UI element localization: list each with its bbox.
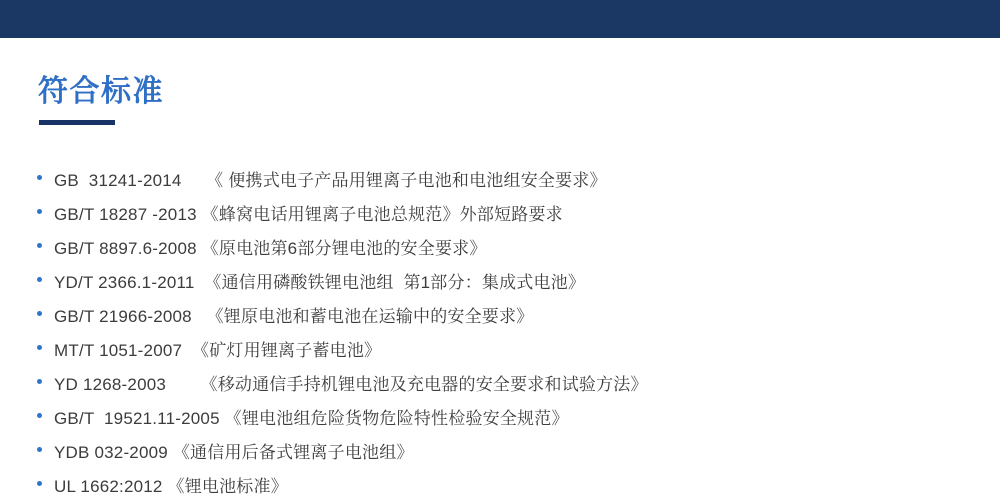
standard-list-item bbox=[0, 297, 1000, 331]
standard-text: GB 31241-2014 《 便携式电子产品用锂离子电池和电池组安全要求》 bbox=[54, 170, 607, 190]
bullet-dot-icon bbox=[37, 311, 42, 316]
top-accent-bar bbox=[0, 0, 1000, 38]
standard-text: UL 1662:2012 《锂电池标准》 bbox=[54, 476, 288, 496]
standard-list-item bbox=[0, 229, 1000, 263]
bullet-dot-icon bbox=[37, 175, 42, 180]
standard-text: YD/T 2366.1-2011 《通信用磷酸铁锂电池组 第1部分：集成式电池》 bbox=[54, 272, 586, 292]
standards-list bbox=[0, 161, 1000, 501]
bullet-dot-icon bbox=[37, 345, 42, 350]
bullet-dot-icon bbox=[37, 243, 42, 248]
standard-text: GB/T 19521.11-2005 《锂电池组危险货物危险特性检验安全规范》 bbox=[54, 408, 569, 428]
standard-text: GB/T 18287 -2013 《蜂窝电话用锂离子电池总规范》外部短路要求 bbox=[54, 204, 563, 224]
standard-list-item bbox=[0, 263, 1000, 297]
standard-list-item bbox=[0, 467, 1000, 501]
standard-list-item bbox=[0, 433, 1000, 467]
standard-text: MT/T 1051-2007 《矿灯用锂离子蓄电池》 bbox=[54, 340, 382, 360]
standard-text: GB/T 21966-2008 《锂原电池和蓄电池在运输中的安全要求》 bbox=[54, 306, 534, 326]
bullet-dot-icon bbox=[37, 413, 42, 418]
bullet-dot-icon bbox=[37, 481, 42, 486]
standard-list-item bbox=[0, 195, 1000, 229]
bullet-dot-icon bbox=[37, 379, 42, 384]
bullet-dot-icon bbox=[37, 277, 42, 282]
standard-text: YDB 032-2009 《通信用后备式锂离子电池组》 bbox=[54, 442, 414, 462]
standard-list-item bbox=[0, 161, 1000, 195]
standard-text: YD 1268-2003 《移动通信手持机锂电池及充电器的安全要求和试验方法》 bbox=[54, 374, 648, 394]
standard-list-item bbox=[0, 331, 1000, 365]
standard-text: GB/T 8897.6-2008 《原电池第6部分锂电池的安全要求》 bbox=[54, 238, 487, 258]
title-underline bbox=[39, 120, 115, 125]
bullet-dot-icon bbox=[37, 209, 42, 214]
standard-list-item bbox=[0, 365, 1000, 399]
bullet-dot-icon bbox=[37, 447, 42, 452]
standard-list-item bbox=[0, 399, 1000, 433]
section-title: 符合标准 bbox=[38, 75, 164, 108]
